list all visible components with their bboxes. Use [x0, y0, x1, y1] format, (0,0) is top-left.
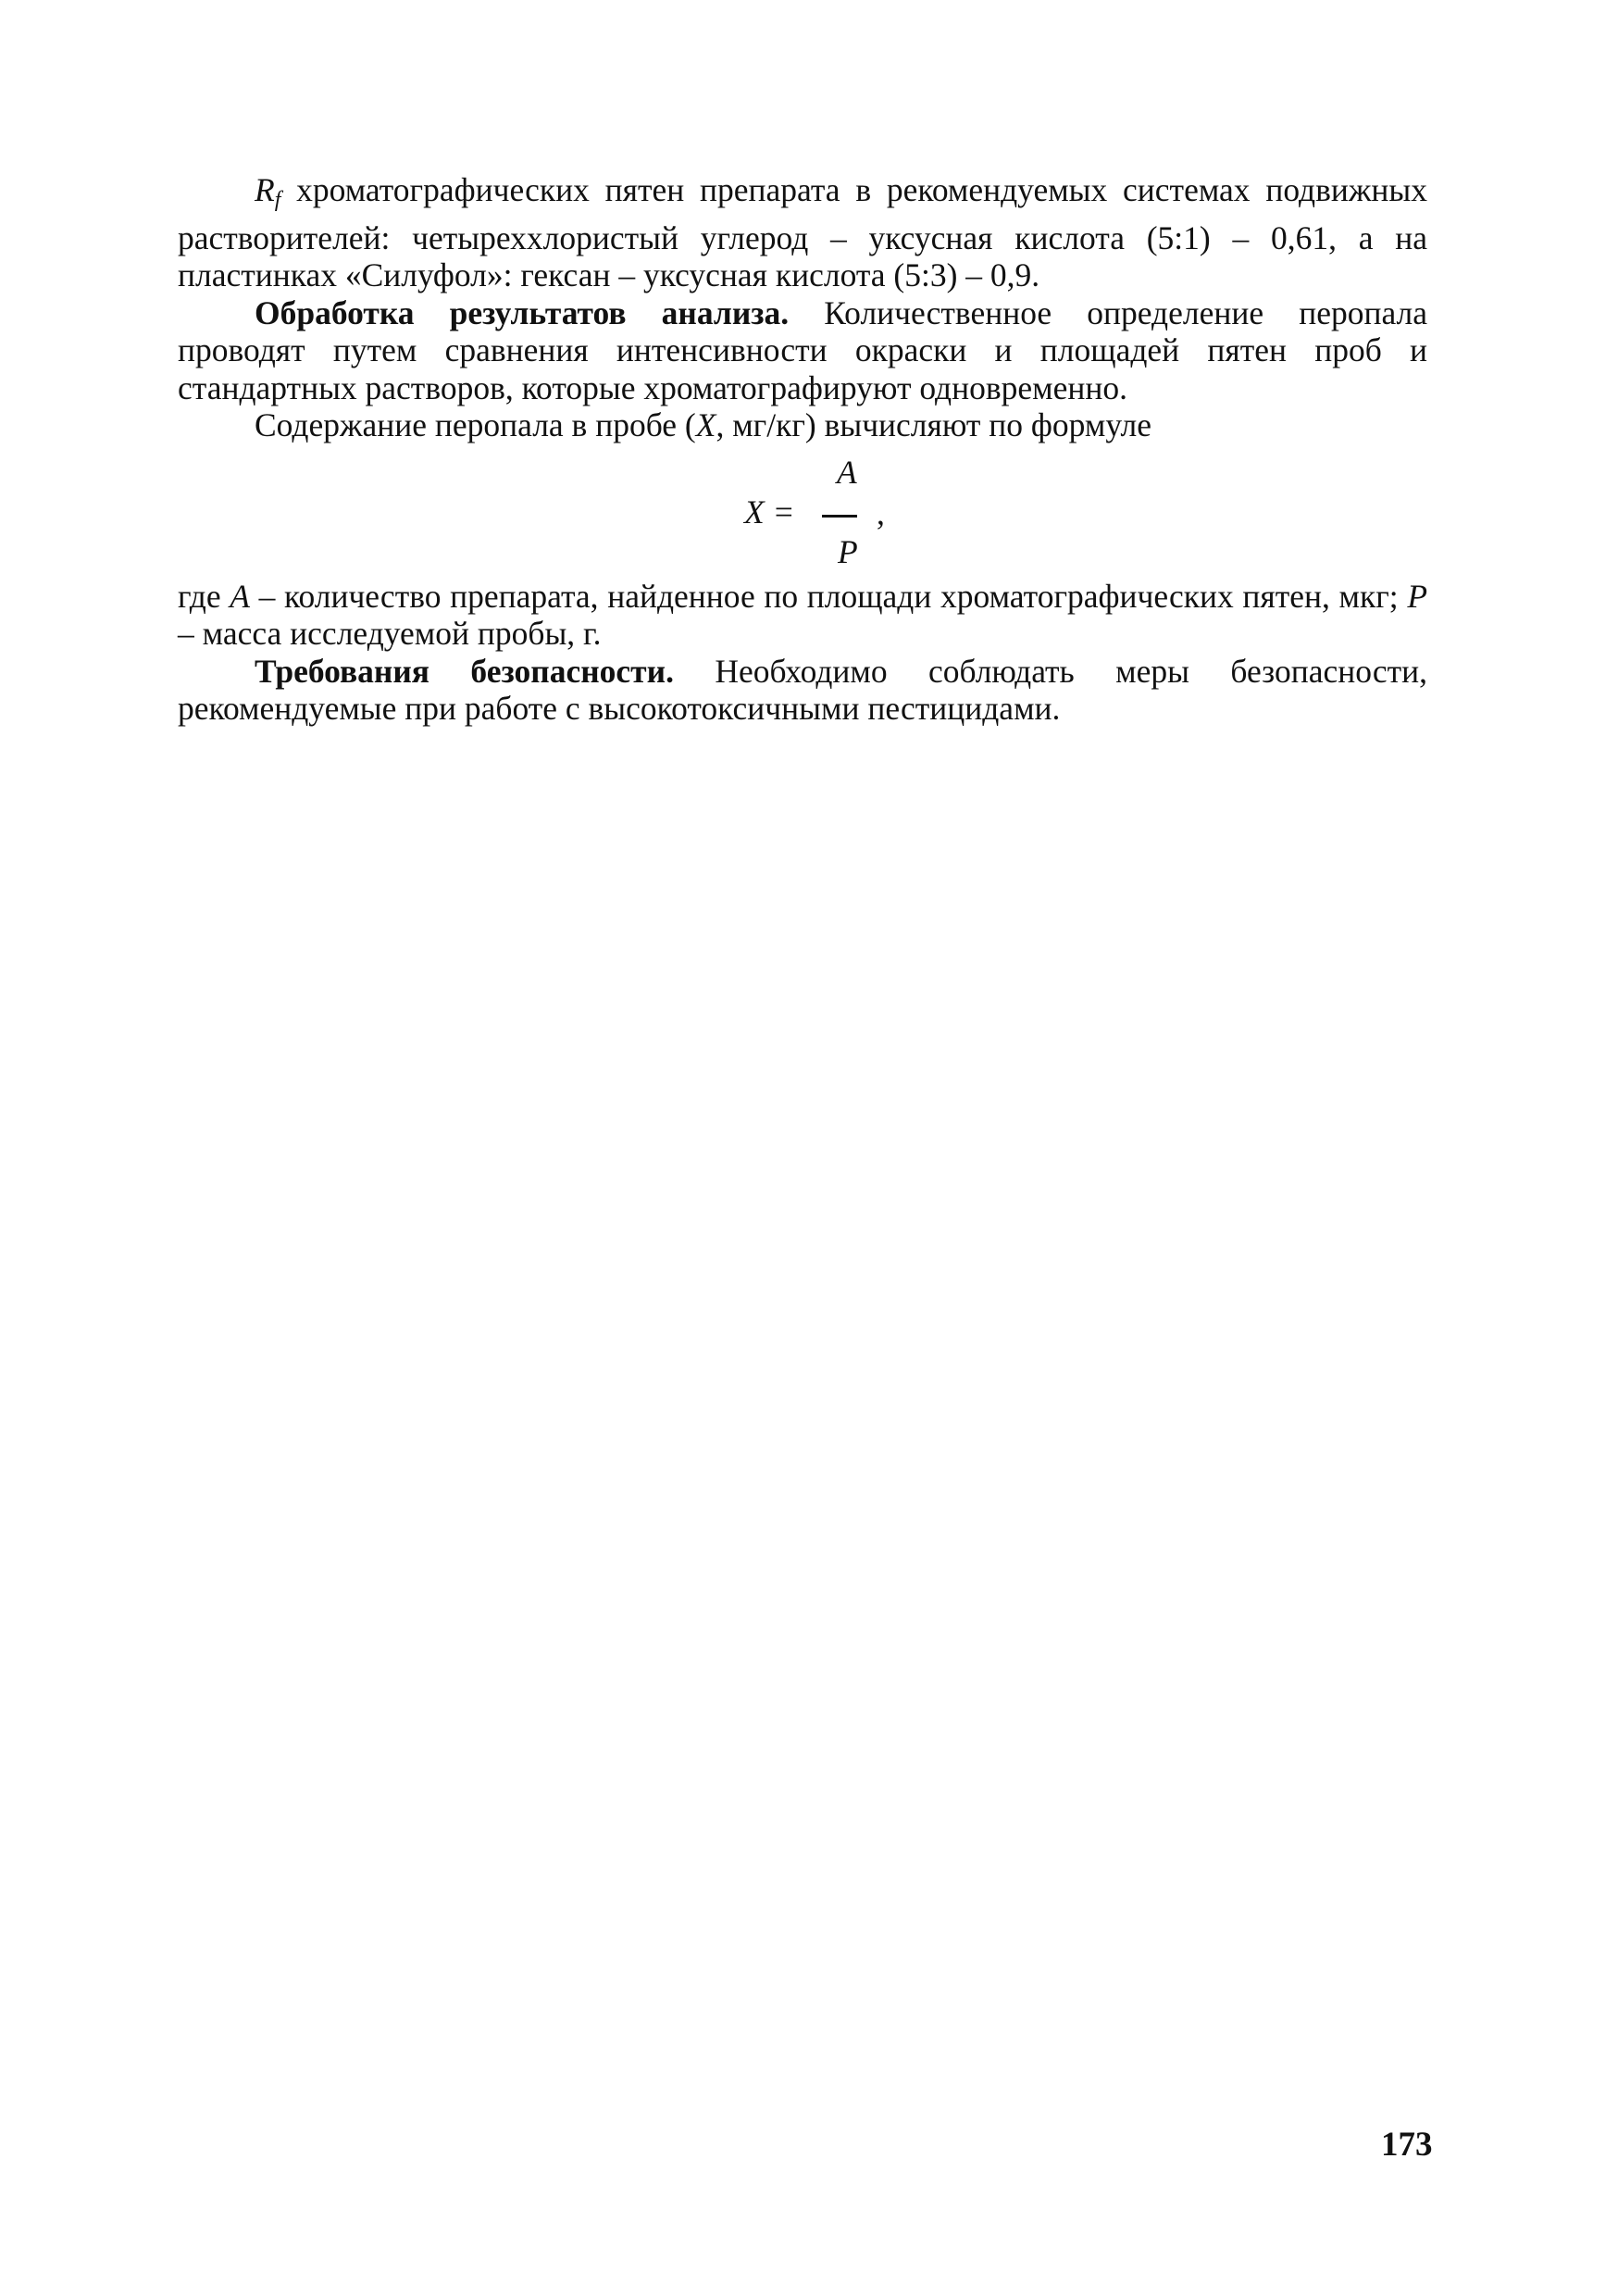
formula-denominator: P [838, 532, 858, 570]
formula-comma: , [877, 493, 885, 531]
formula-lhs: X = [744, 493, 795, 530]
processing-results-paragraph [178, 294, 1427, 407]
processing-results-text: Количественное определение перопала проводят путем сравнения интенсивности окраски и площадей пятен проб и стандартных растворов, которые хроматографируют одновременно. [178, 293, 1427, 406]
intro-text-after: , мг/кг) вычисляют по формуле [716, 406, 1152, 443]
rf-values-text: хроматографических пятен препарата в рекомендуемых системах подвижных растворителей: четыреххлористый углерод – уксусная кислота (5:1) – 0,61, а на пластинках «Силуфол»: гексан – уксусная кислота (5:3) – 0,9. [178, 171, 1427, 293]
body-text [178, 171, 1427, 728]
safety-requirements-paragraph [178, 653, 1427, 728]
formula-numerator: A [837, 453, 857, 491]
page-number: 173 [1381, 2126, 1433, 2164]
fraction-bar [822, 515, 857, 518]
safety-requirements-heading: Требования безопасности. [255, 652, 674, 690]
rf-subscript: f [274, 188, 281, 212]
rf-values-paragraph [178, 171, 1427, 294]
variables-definition-paragraph [178, 578, 1427, 653]
safety-requirements-text: Необходимо соблюдать меры безопасности, рекомендуемые при работе с высокотоксичными пестицидами. [178, 652, 1428, 727]
content-formula-intro [178, 406, 1427, 444]
definition-text-2: – количество препарата, найденное по площади хроматографических пятен, мкг; [249, 577, 1408, 615]
rf-symbol: R [255, 171, 275, 208]
variable-a: A [230, 577, 250, 615]
variable-p: P [1407, 577, 1427, 615]
formula [178, 454, 1427, 576]
definition-text-1: где [178, 577, 230, 615]
variable-x: X [695, 406, 716, 443]
processing-results-heading: Обработка результатов анализа. [255, 293, 790, 331]
definition-text-3: – масса исследуемой пробы, г. [178, 615, 602, 652]
intro-text-before: Содержание перопала в пробе ( [255, 406, 696, 443]
